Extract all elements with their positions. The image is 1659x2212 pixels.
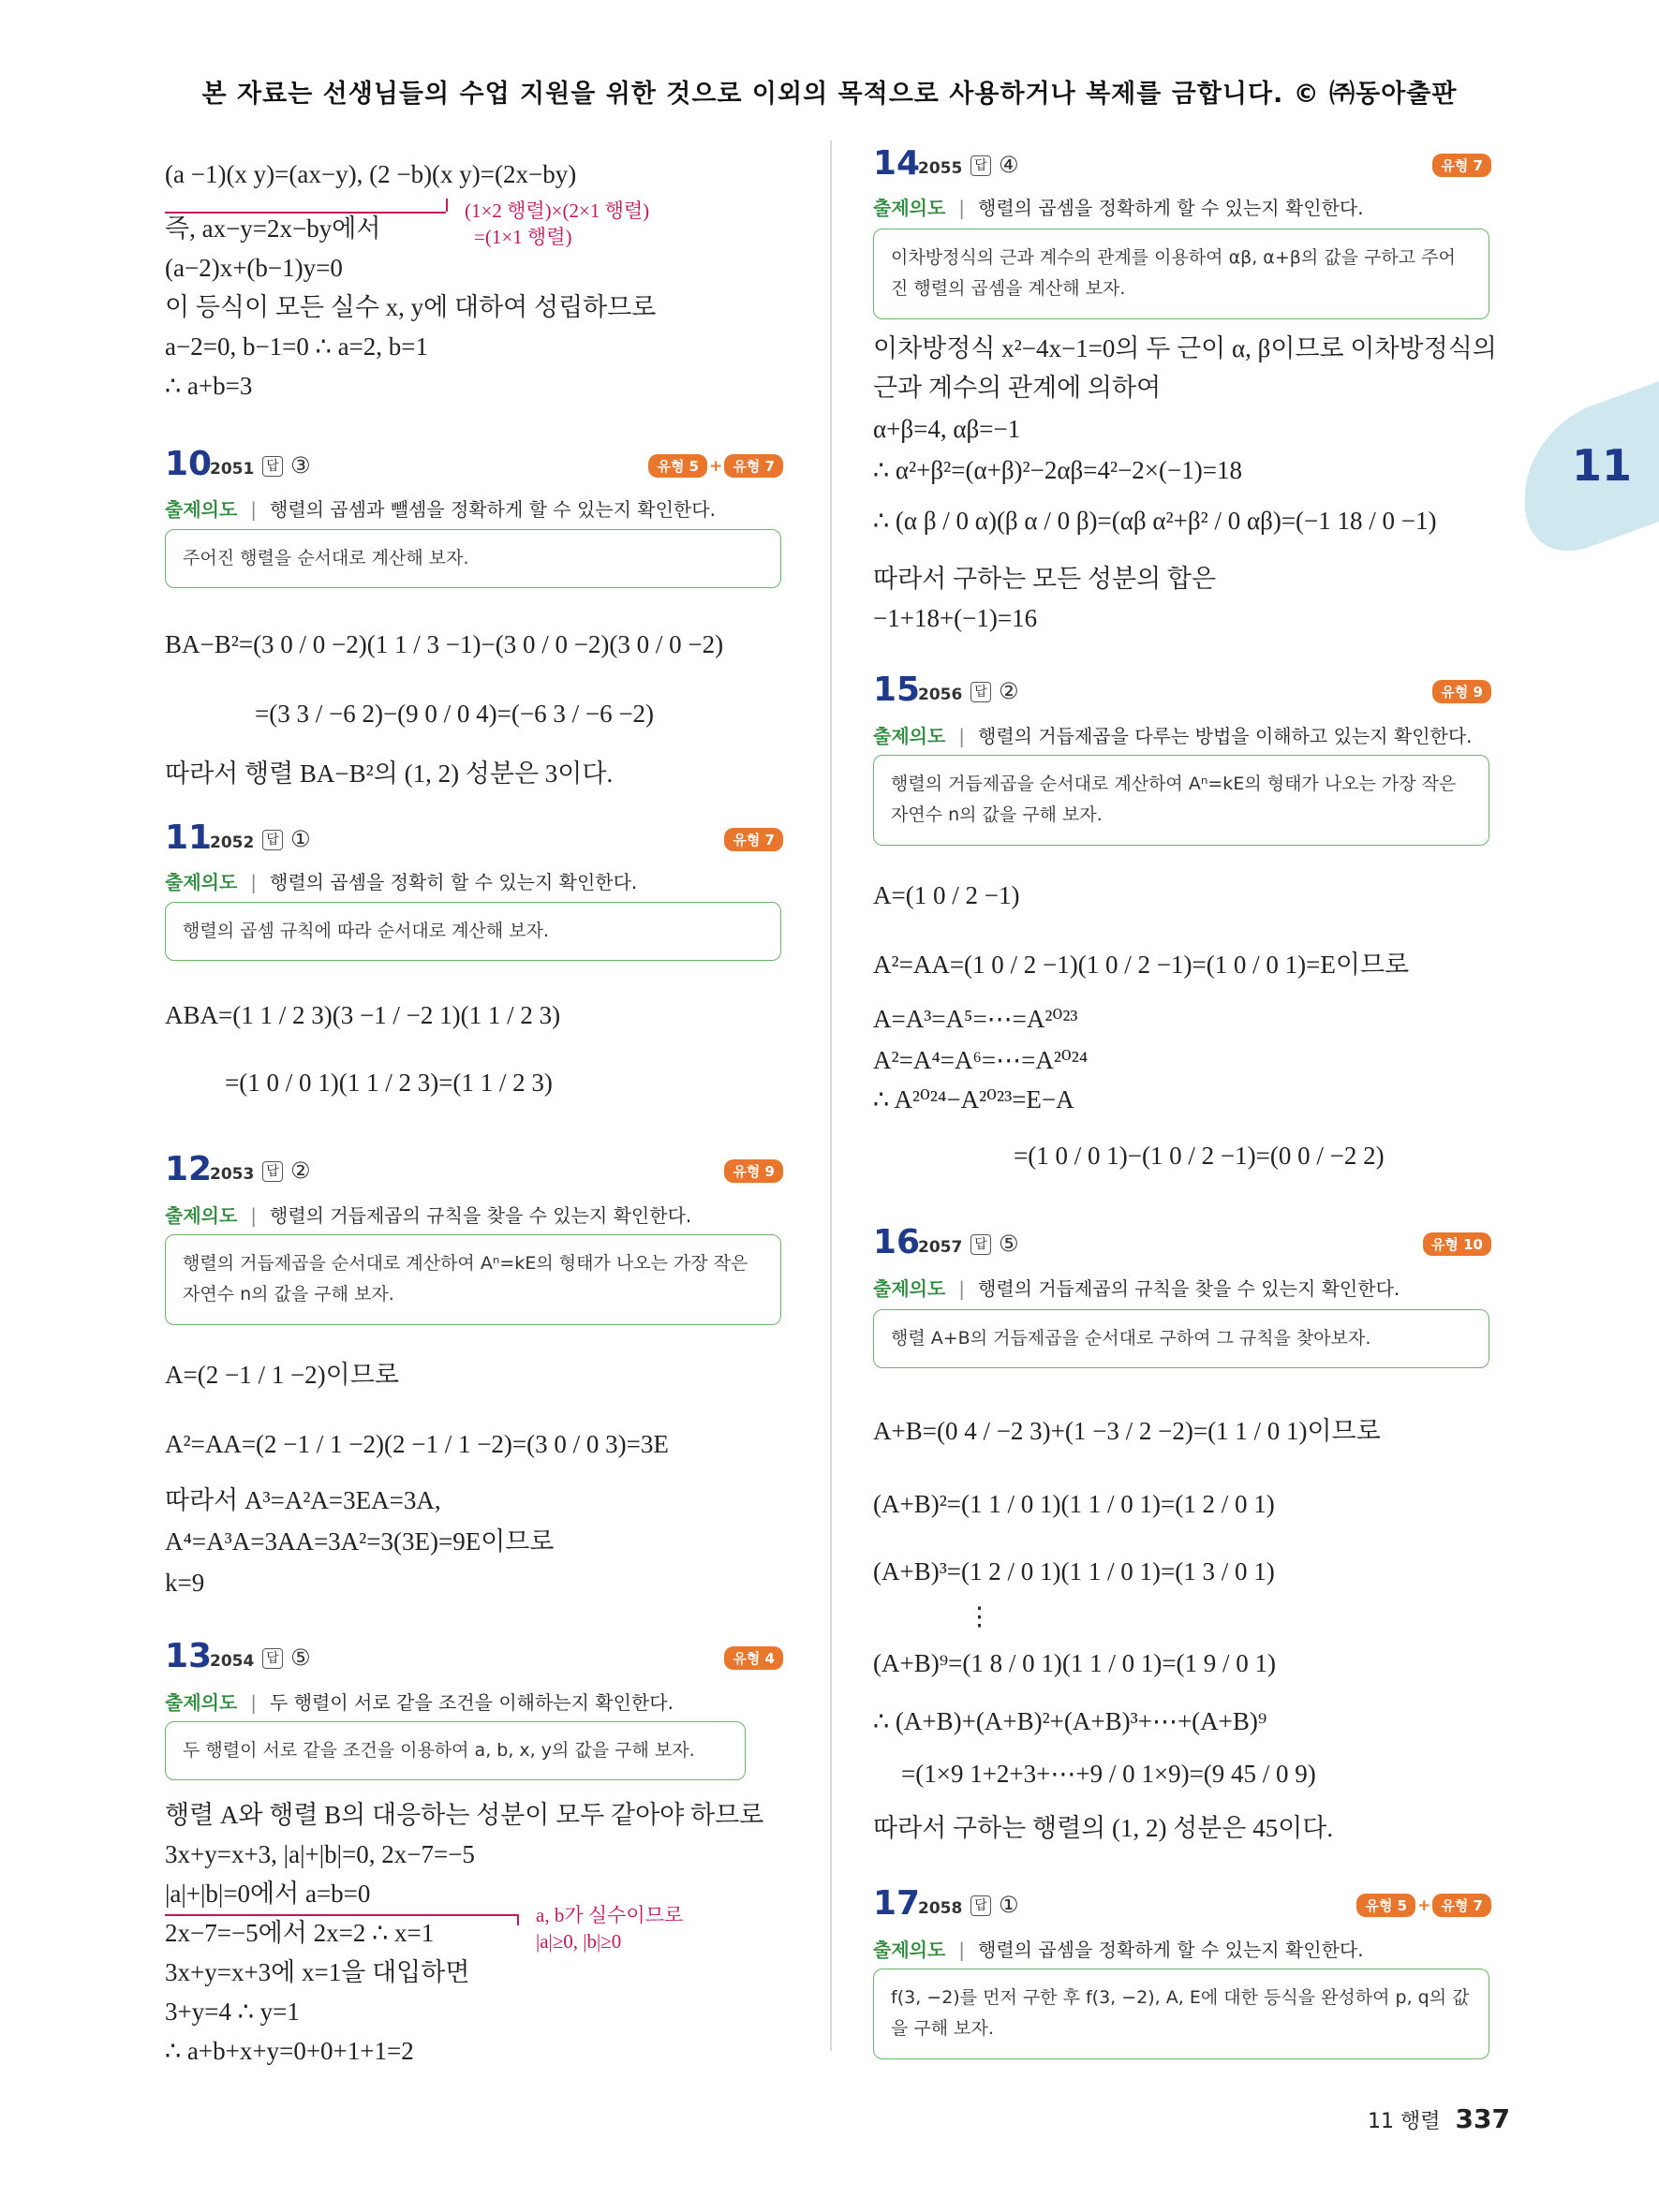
- answer-value: ②: [999, 678, 1019, 704]
- intent-text: 두 행렬이 서로 같을 조건을 이해하는지 확인한다.: [270, 1691, 674, 1714]
- solution-line: A²=A⁴=A⁶=⋯=A²⁰²⁴: [873, 1046, 1089, 1074]
- type-tag: 유형 5: [648, 454, 707, 478]
- type-tag: 유형 9: [724, 1159, 783, 1183]
- type-tag: 유형 7: [1432, 1894, 1491, 1917]
- question-code: 2055: [918, 159, 963, 178]
- solution-line: 따라서 A³=A²A=3EA=3A,: [165, 1486, 441, 1514]
- annotation-tick: [446, 199, 448, 212]
- annotation-text: =(1×1 행렬): [474, 226, 572, 248]
- intent-row: 출제의도 | 두 행렬이 서로 같을 조건을 이해하는지 확인한다.: [165, 1691, 674, 1714]
- intent-row: 출제의도 | 행렬의 곱셈과 뺄셈을 정확하게 할 수 있는지 확인한다.: [165, 498, 716, 521]
- intent-label: 출제의도: [873, 725, 946, 747]
- question-code: 2058: [918, 1899, 963, 1918]
- answer-label-box: 답: [970, 155, 991, 176]
- solution-line: 따라서 구하는 행렬의 (1, 2) 성분은 45이다.: [873, 1814, 1334, 1842]
- answer: [262, 1158, 311, 1184]
- intent-text: 행렬의 거듭제곱을 다루는 방법을 이해하고 있는지 확인한다.: [978, 725, 1473, 747]
- solution-line: A=(1 0 / 2 −1): [873, 881, 1020, 909]
- solution-line: (a−2)x+(b−1)y=0: [165, 254, 343, 282]
- question-code: 2052: [210, 833, 255, 852]
- answer-value: ②: [290, 1158, 311, 1184]
- annotation-text: a, b가 실수이므로: [536, 1904, 684, 1926]
- annotation-underline: [165, 1914, 517, 1916]
- solution-line: A²=AA=(2 −1 / 1 −2)(2 −1 / 1 −2)=(3 0 / 0 3)=3E: [165, 1430, 669, 1458]
- annotation-tick: [517, 1914, 519, 1925]
- solution-line: 3x+y=x+3에 x=1을 대입하면: [165, 1958, 470, 1986]
- answer-value: ①: [290, 826, 311, 852]
- question-code: 2054: [210, 1652, 255, 1671]
- solution-line: ∴ (α β / 0 α)(β α / 0 β)=(αβ α²+β² / 0 αβ)=(−1 18 / 0 −1): [873, 507, 1437, 535]
- intent-text: 행렬의 곱셈을 정확하게 할 수 있는지 확인한다.: [978, 197, 1364, 219]
- question-code: 2057: [918, 1238, 963, 1257]
- annotation-text: (1×2 행렬)×(2×1 행렬): [465, 199, 650, 222]
- answer-label-box: 답: [970, 1234, 991, 1255]
- intent-text: 행렬의 곱셈을 정확히 할 수 있는지 확인한다.: [270, 871, 638, 893]
- copyright-notice: 본 자료는 선생님들의 수업 지원을 위한 것으로 이외의 목적으로 사용하거나 복제를 금합니다. © ㈜동아출판: [201, 80, 1458, 109]
- answer-label-box: 답: [262, 1648, 283, 1669]
- solution-line: A=(2 −1 / 1 −2)이므로: [165, 1361, 399, 1389]
- solution-line: 따라서 행렬 BA−B²의 (1, 2) 성분은 3이다.: [165, 759, 614, 788]
- question-number: 14: [873, 144, 921, 183]
- intent-row: 출제의도 | 행렬의 곱셈을 정확히 할 수 있는지 확인한다.: [165, 871, 638, 893]
- solution-line: BA−B²=(3 0 / 0 −2)(1 1 / 3 −1)−(3 0 / 0 −2)(3 0 / 0 −2): [165, 630, 724, 658]
- solution-line: 근과 계수의 관계에 의하여: [873, 374, 1162, 402]
- answer: [970, 152, 1019, 178]
- answer-value: ④: [999, 152, 1019, 178]
- solution-line: a−2=0, b−1=0 ∴ a=2, b=1: [165, 332, 429, 361]
- solution-line: =(1 0 / 0 1)(1 1 / 2 3)=(1 1 / 2 3): [225, 1069, 553, 1097]
- hint-box: 두 행렬이 서로 같을 조건을 이용하여 a, b, x, y의 값을 구해 보자.: [165, 1721, 746, 1780]
- solution-line: 따라서 구하는 모든 성분의 합은: [873, 565, 1217, 593]
- answer: [262, 452, 311, 479]
- answer-label-box: 답: [970, 1895, 991, 1916]
- hint-box: 행렬의 거듭제곱을 순서대로 계산하여 Aⁿ=kE의 형태가 나오는 가장 작은 자연수 n의 값을 구해 보자.: [873, 755, 1489, 846]
- question-code: 2056: [918, 686, 963, 704]
- solution-line: A+B=(0 4 / −2 3)+(1 −3 / 2 −2)=(1 1 / 0 1)이므로: [873, 1417, 1381, 1445]
- answer-value: ⑤: [999, 1231, 1019, 1257]
- answer-label-box: 답: [262, 830, 283, 850]
- solution-line: α+β=4, αβ=−1: [873, 415, 1021, 443]
- intent-text: 행렬의 거듭제곱의 규칙을 찾을 수 있는지 확인한다.: [270, 1204, 692, 1227]
- solution-line: ABA=(1 1 / 2 3)(3 −1 / −2 1)(1 1 / 2 3): [165, 1001, 561, 1029]
- question-number: 16: [873, 1223, 921, 1261]
- solution-line: 이차방정식 x²−4x−1=0의 두 근이 α, β이므로 이차방정식의: [873, 334, 1497, 362]
- solution-line: |a|+|b|=0에서 a=b=0: [165, 1880, 371, 1908]
- question-number: 17: [873, 1884, 921, 1923]
- page-number: 337: [1455, 2103, 1510, 2134]
- intent-label: 출제의도: [165, 498, 238, 521]
- hint-box: 행렬의 거듭제곱을 순서대로 계산하여 Aⁿ=kE의 형태가 나오는 가장 작은 자연수 n의 값을 구해 보자.: [165, 1234, 781, 1325]
- solution-line: =(1 0 / 0 1)−(1 0 / 2 −1)=(0 0 / −2 2): [1014, 1142, 1385, 1170]
- answer-label-box: 답: [262, 456, 283, 477]
- solution-line: (A+B)⁹=(1 8 / 0 1)(1 1 / 0 1)=(1 9 / 0 1): [873, 1649, 1277, 1677]
- type-tag: 유형 10: [1423, 1232, 1491, 1256]
- question-number: 15: [873, 671, 921, 709]
- answer: [970, 678, 1019, 704]
- type-tag: 유형 4: [724, 1646, 783, 1670]
- intent-text: 행렬의 곱셈과 뺄셈을 정확하게 할 수 있는지 확인한다.: [270, 498, 716, 521]
- intent-label: 출제의도: [165, 1691, 238, 1714]
- footer-chapter: 11 행렬: [1368, 2110, 1441, 2133]
- answer-label-box: 답: [970, 682, 991, 702]
- solution-line: 3x+y=x+3, |a|+|b|=0, 2x−7=−5: [165, 1840, 475, 1868]
- type-tag: 유형 5: [1356, 1894, 1415, 1917]
- intent-text: 행렬의 거듭제곱의 규칙을 찾을 수 있는지 확인한다.: [978, 1277, 1400, 1300]
- type-tag: 유형 9: [1432, 680, 1491, 703]
- intent-row: 출제의도 | 행렬의 거듭제곱을 다루는 방법을 이해하고 있는지 확인한다.: [873, 725, 1473, 747]
- hint-box: 주어진 행렬을 순서대로 계산해 보자.: [165, 529, 781, 588]
- intent-label: 출제의도: [873, 197, 946, 219]
- intent-label: 출제의도: [165, 871, 238, 893]
- type-tag: 유형 7: [724, 828, 783, 851]
- solution-line: (a −1)(x y)=(ax−y), (2 −b)(x y)=(2x−by): [165, 160, 577, 188]
- intent-row: 출제의도 | 행렬의 곱셈을 정확하게 할 수 있는지 확인한다.: [873, 1939, 1364, 1961]
- solution-line: A²=AA=(1 0 / 2 −1)(1 0 / 2 −1)=(1 0 / 0 1)=E이므로: [873, 951, 1410, 979]
- answer-label-box: 답: [262, 1161, 283, 1182]
- solution-line: 행렬 A와 행렬 B의 대응하는 성분이 모두 같아야 하므로: [165, 1801, 764, 1829]
- answer: [262, 826, 311, 852]
- question-number: 11: [165, 818, 213, 857]
- intent-label: 출제의도: [873, 1277, 946, 1300]
- solution-line: 3+y=4 ∴ y=1: [165, 1998, 300, 2026]
- answer-value: ③: [290, 452, 311, 479]
- solution-line: ∴ a+b+x+y=0+0+1+1=2: [165, 2037, 414, 2065]
- solution-line: =(1×9 1+2+3+⋯+9 / 0 1×9)=(9 45 / 0 9): [901, 1760, 1316, 1788]
- solution-line: (A+B)²=(1 1 / 0 1)(1 1 / 0 1)=(1 2 / 0 1): [873, 1490, 1275, 1518]
- question-number: 10: [165, 445, 213, 483]
- type-tag: 유형 7: [724, 454, 783, 478]
- intent-row: 출제의도 | 행렬의 곱셈을 정확하게 할 수 있는지 확인한다.: [873, 197, 1364, 219]
- solution-line: ∴ (A+B)+(A+B)²+(A+B)³+⋯+(A+B)⁹: [873, 1707, 1267, 1735]
- type-tag: 유형 7: [1432, 154, 1491, 177]
- hint-box: 행렬의 곱셈 규칙에 따라 순서대로 계산해 보자.: [165, 902, 781, 961]
- answer-value: ⑤: [290, 1644, 311, 1671]
- answer-value: ①: [999, 1892, 1019, 1918]
- column-divider: [830, 140, 832, 2051]
- solution-line: (A+B)³=(1 2 / 0 1)(1 1 / 0 1)=(1 3 / 0 1): [873, 1557, 1275, 1585]
- solution-line: ⋮: [967, 1602, 992, 1630]
- question-number: 13: [165, 1637, 213, 1675]
- intent-text: 행렬의 곱셈을 정확하게 할 수 있는지 확인한다.: [978, 1939, 1364, 1961]
- hint-box: 행렬 A+B의 거듭제곱을 순서대로 구하여 그 규칙을 찾아보자.: [873, 1309, 1489, 1368]
- solution-line: ∴ A²⁰²⁴−A²⁰²³=E−A: [873, 1085, 1074, 1113]
- question-number: 12: [165, 1150, 213, 1188]
- solution-line: 즉, ax−y=2x−by에서: [165, 214, 381, 243]
- solution-line: k=9: [165, 1569, 205, 1597]
- hint-box: 이차방정식의 근과 계수의 관계를 이용하여 αβ, α+β의 값을 구하고 주어진 행렬의 곱셈을 계산해 보자.: [873, 229, 1489, 319]
- annotation-text: |a|≥0, |b|≥0: [536, 1930, 622, 1953]
- solution-line: 이 등식이 모든 실수 x, y에 대하여 성립하므로: [165, 293, 657, 321]
- solution-line: −1+18+(−1)=16: [873, 604, 1038, 632]
- chapter-side-number: 11: [1572, 440, 1633, 491]
- intent-label: 출제의도: [165, 1204, 238, 1227]
- solution-line: A=A³=A⁵=⋯=A²⁰²³: [873, 1005, 1078, 1033]
- solution-line: =(3 3 / −6 2)−(9 0 / 0 4)=(−6 3 / −6 −2): [255, 700, 655, 728]
- solution-line: ∴ α²+β²=(α+β)²−2αβ=4²−2×(−1)=18: [873, 456, 1242, 484]
- solution-line: A⁴=A³A=3AA=3A²=3(3E)=9E이므로: [165, 1527, 555, 1556]
- intent-row: 출제의도 | 행렬의 거듭제곱의 규칙을 찾을 수 있는지 확인한다.: [873, 1277, 1400, 1300]
- intent-label: 출제의도: [873, 1939, 946, 1961]
- answer: [262, 1644, 311, 1671]
- page-footer: [1368, 2103, 1510, 2134]
- answer: [970, 1892, 1019, 1918]
- question-code: 2051: [210, 460, 255, 479]
- question-code: 2053: [210, 1165, 255, 1184]
- hint-box: f(3, −2)를 먼저 구한 후 f(3, −2), A, E에 대한 등식을 완성하여 p, q의 값을 구해 보자.: [873, 1969, 1489, 2059]
- answer: [970, 1231, 1019, 1257]
- solution-line: ∴ a+b=3: [165, 372, 253, 400]
- intent-row: 출제의도 | 행렬의 거듭제곱의 규칙을 찾을 수 있는지 확인한다.: [165, 1204, 692, 1227]
- solution-line: 2x−7=−5에서 2x=2 ∴ x=1: [165, 1919, 435, 1947]
